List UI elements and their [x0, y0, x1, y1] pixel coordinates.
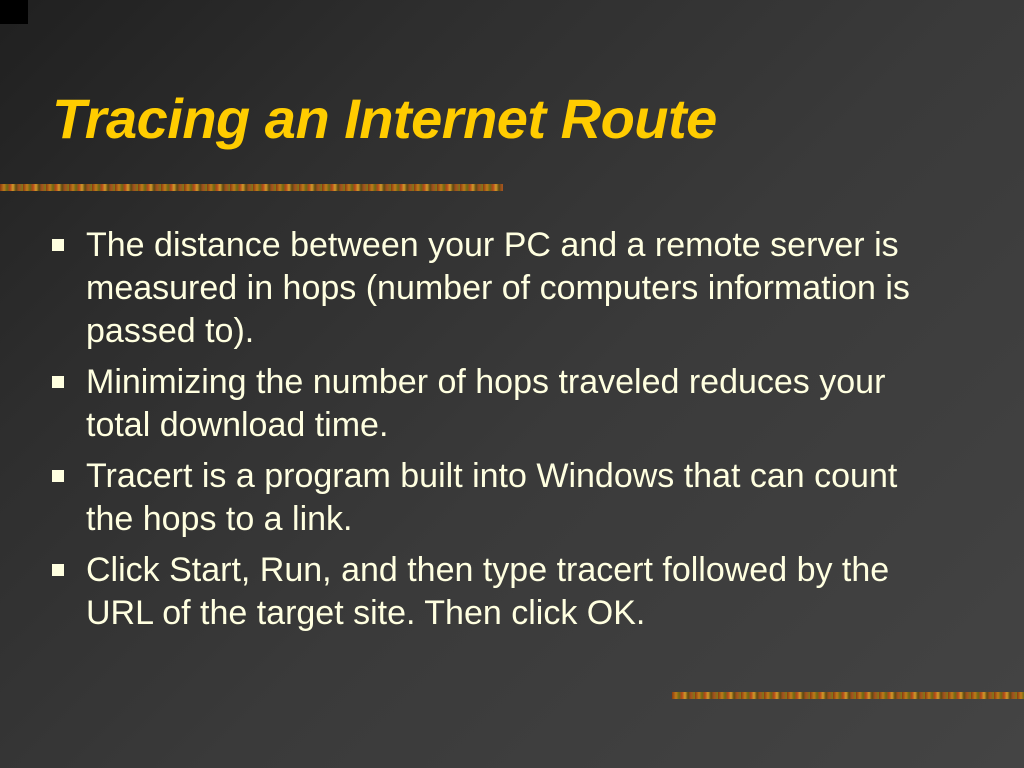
square-bullet-icon — [52, 564, 64, 576]
bullet-text: Minimizing the number of hops traveled reduces your total download time. — [86, 363, 886, 444]
footer-divider — [672, 692, 1024, 699]
square-bullet-icon — [52, 239, 64, 251]
bullet-item — [48, 549, 948, 635]
slide-title: Tracing an Internet Route — [52, 87, 717, 150]
title-divider — [0, 184, 503, 191]
bullet-item — [48, 455, 948, 541]
bullet-text: Tracert is a program built into Windows that can count the hops to a link. — [86, 457, 898, 538]
square-bullet-icon — [52, 376, 64, 388]
bullet-text: Click Start, Run, and then type tracert followed by the URL of the target site. Then click OK. — [86, 551, 890, 632]
corner-mark — [0, 0, 28, 24]
bullet-item — [48, 361, 948, 447]
bullet-item — [48, 224, 948, 353]
square-bullet-icon — [52, 470, 64, 482]
bullet-text: The distance between your PC and a remote server is measured in hops (number of computers information is passed to). — [86, 226, 910, 350]
bullet-list — [48, 224, 948, 643]
